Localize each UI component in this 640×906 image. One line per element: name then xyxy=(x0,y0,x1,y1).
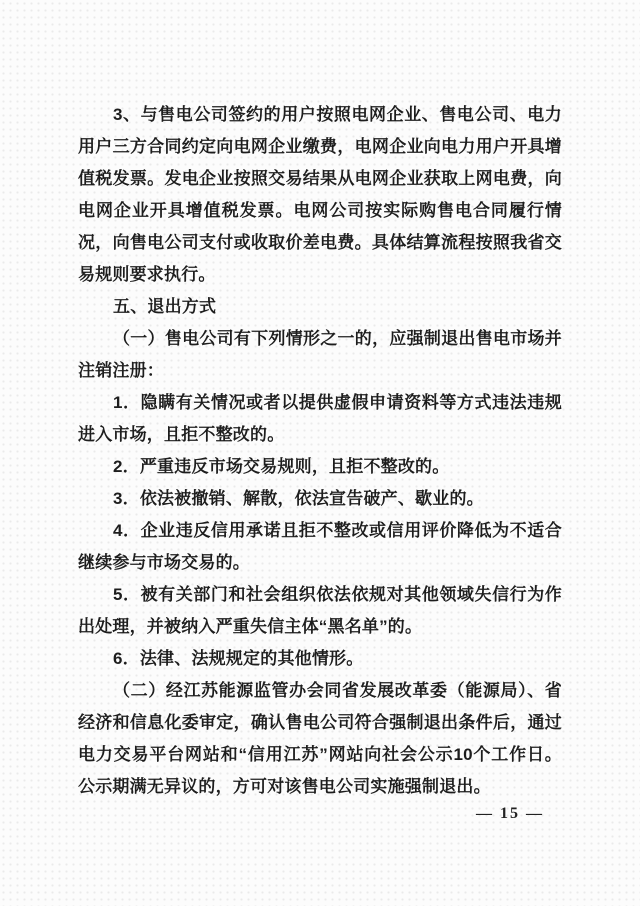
text-line: 电力交易平台网站和“信用江苏”网站向社会公示10个工作日。 xyxy=(78,745,562,764)
text-line: 易规则要求执行。 xyxy=(78,265,216,284)
text-line: 出处理，并被纳入严重失信主体“黑名单”的。 xyxy=(78,617,423,636)
page-number: — 15 — xyxy=(476,805,544,822)
document-body xyxy=(78,99,562,803)
text-line: （一）售电公司有下列情形之一的，应强制退出售电市场并 xyxy=(113,329,562,348)
text-line: 进入市场，且拒不整改的。 xyxy=(78,425,285,444)
text-line: 况，向售电公司支付或收取价差电费。具体结算流程按照我省交 xyxy=(78,233,562,252)
text-line: 3．依法被撤销、解散，依法宣告破产、歇业的。 xyxy=(113,489,484,508)
text-line: 3、与售电公司签约的用户按照电网企业、售电公司、电力 xyxy=(113,105,562,124)
section-heading: 五、退出方式 xyxy=(113,297,217,316)
text-line: 5．被有关部门和社会组织依法依规对其他领域失信行为作 xyxy=(113,585,562,604)
text-line: 注销注册： xyxy=(78,361,164,380)
text-line: （二）经江苏能源监管办会同省发展改革委（能源局）、省 xyxy=(113,681,562,700)
text-line: 经济和信息化委审定，确认售电公司符合强制退出条件后，通过 xyxy=(78,713,562,732)
text-line: 用户三方合同约定向电网企业缴费，电网企业向电力用户开具增 xyxy=(78,137,562,156)
text-line: 2．严重违反市场交易规则，且拒不整改的。 xyxy=(113,457,450,476)
text-line: 继续参与市场交易的。 xyxy=(78,553,250,572)
text-line: 4．企业违反信用承诺且拒不整改或信用评价降低为不适合 xyxy=(113,521,562,540)
text-line: 值税发票。发电企业按照交易结果从电网企业获取上网电费，向 xyxy=(78,169,562,188)
text-line: 电网企业开具增值税发票。电网公司按实际购售电合同履行情 xyxy=(78,201,562,220)
text-line: 1．隐瞒有关情况或者以提供虚假申请资料等方式违法违规 xyxy=(113,393,562,412)
text-line: 公示期满无异议的，方可对该售电公司实施强制退出。 xyxy=(78,777,491,796)
text-line: 6．法律、法规规定的其他情形。 xyxy=(113,649,364,668)
